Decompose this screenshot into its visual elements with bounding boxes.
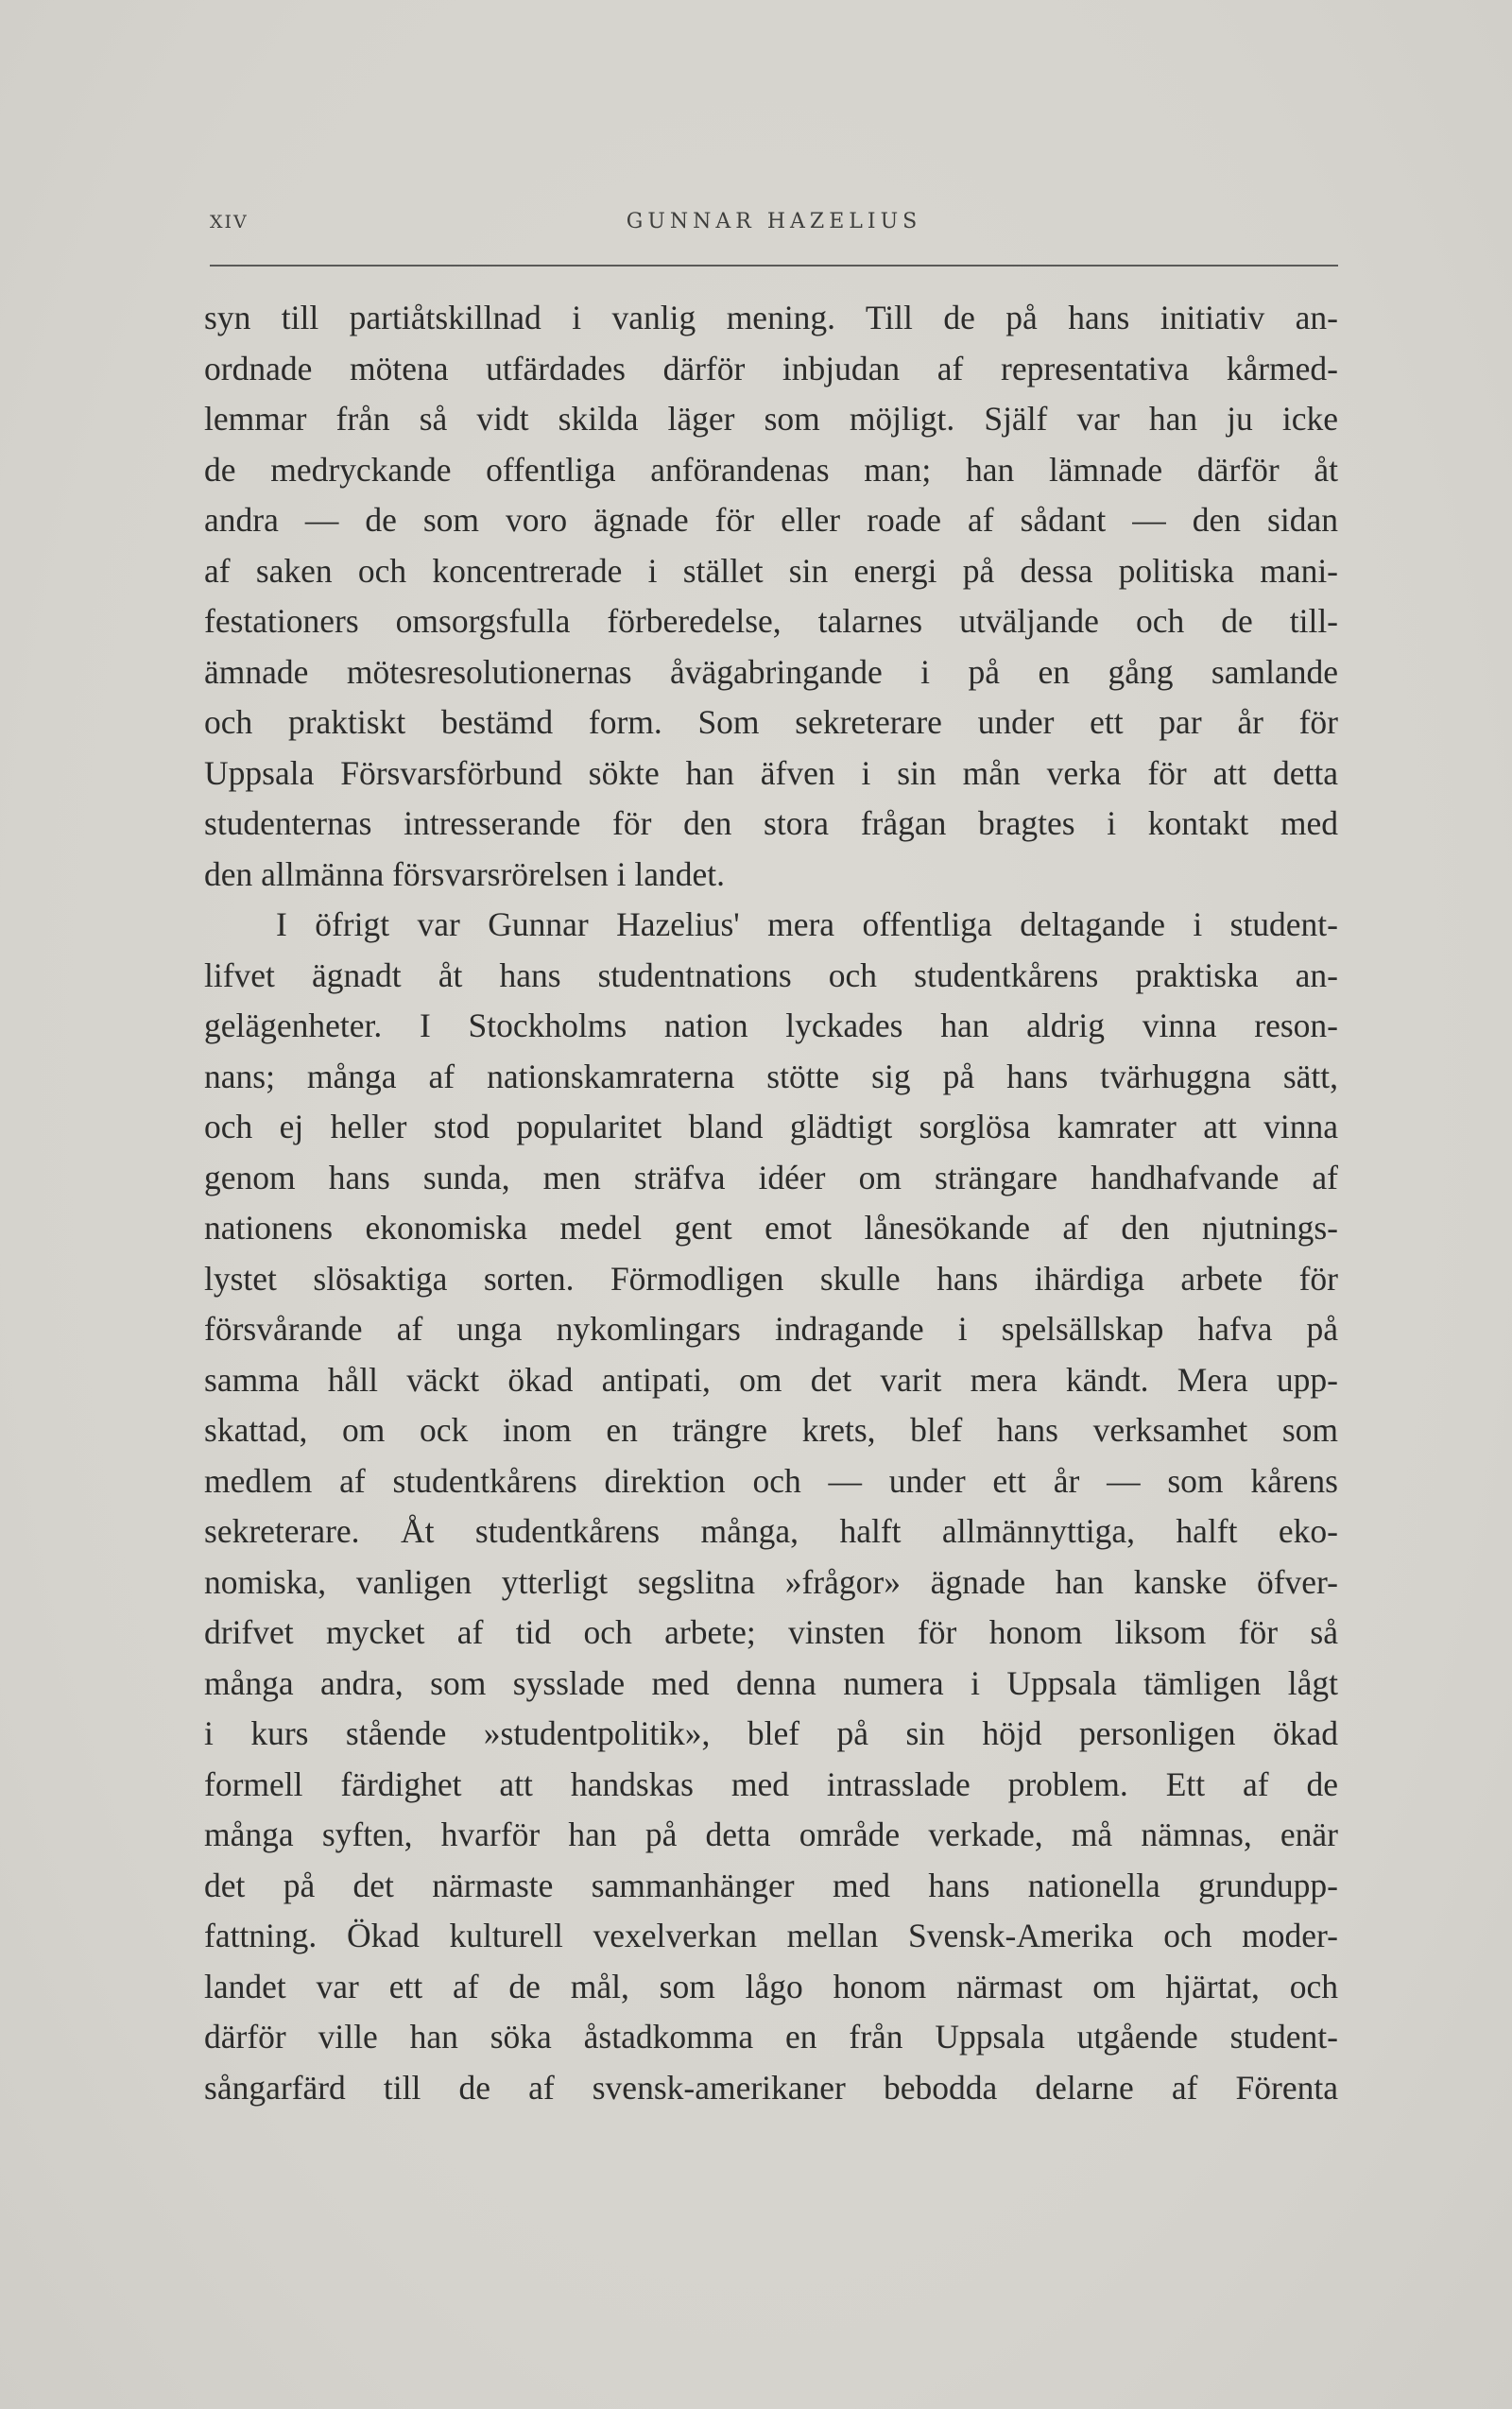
text-line: nans; många af nationskamraterna stötte sig på hans tvärhuggna sätt,	[204, 1057, 1338, 1095]
text-line: försvårande af unga nykomlingars indragande i spelsällskap hafva på	[204, 1310, 1338, 1348]
running-title: GUNNAR HAZELIUS	[626, 210, 922, 233]
text-line: andra — de som voro ägnade för eller roade af sådant — den sidan	[204, 501, 1338, 539]
text-line: ämnade mötesresolutionernas åvägabringande i på en gång samlande	[204, 652, 1338, 691]
text-line: medlem af studentkårens direktion och — under ett år — som kårens	[204, 1461, 1338, 1500]
text-line: ordnade mötena utfärdades därför inbjudan af representativa kårmed-	[204, 349, 1338, 387]
page-header	[210, 206, 1338, 244]
text-line: och praktiskt bestämd form. Som sekreterare under ett par år för	[204, 703, 1338, 741]
text-line: det på det närmaste sammanhänger med hans nationella grundupp-	[204, 1866, 1338, 1904]
text-line: formell färdighet att handskas med intrasslade problem. Ett af de	[204, 1764, 1338, 1803]
body-text	[204, 293, 1338, 2113]
text-line: sekreterare. Åt studentkårens många, halft allmännyttiga, halft eko-	[204, 1512, 1338, 1550]
text-line: drifvet mycket af tid och arbete; vinsten för honom liksom för så	[204, 1613, 1338, 1651]
text-line: af saken och koncentrerade i stället sin energi på dessa politiska mani-	[204, 551, 1338, 590]
text-line: nomiska, vanligen ytterligt segslitna »frågor» ägnade han kanske öfver-	[204, 1562, 1338, 1601]
text-line: gelägenheter. I Stockholms nation lyckades han aldrig vinna reson-	[204, 1007, 1338, 1044]
page-number: XIV	[210, 212, 249, 232]
text-line: lifvet ägnadt åt hans studentnations och studentkårens praktiska an-	[204, 955, 1338, 994]
text-line: de medryckande offentliga anförandenas man; han lämnade därför åt	[204, 450, 1338, 489]
text-line: fattning. Ökad kulturell vexelverkan mellan Svensk-Amerika och moder-	[204, 1917, 1338, 1954]
text-line: studenternas intresserande för den stora frågan bragtes i kontakt med	[204, 804, 1338, 842]
text-line: sångarfärd till de af svensk-amerikaner bebodda delarne af Förenta	[204, 2068, 1338, 2107]
text-line: landet var ett af de mål, som lågo honom närmast om hjärtat, och	[204, 1967, 1338, 2005]
text-line: och ej heller stod popularitet bland glädtigt sorglösa kamrater att vinna	[204, 1108, 1338, 1145]
text-line: I öfrigt var Gunnar Hazelius' mera offentliga deltagande i student-	[276, 905, 1338, 943]
text-line: i kurs stående »studentpolitik», blef på sin höjd personligen ökad	[204, 1714, 1338, 1752]
text-line: festationers omsorgsfulla förberedelse, talarnes utväljande och de till-	[204, 602, 1338, 640]
header-rule	[210, 265, 1338, 267]
text-line: lemmar från så vidt skilda läger som möjligt. Själf var han ju icke	[204, 400, 1338, 438]
text-line: skattad, om ock inom en trängre krets, blef hans verksamhet som	[204, 1411, 1338, 1449]
text-line: den allmänna försvarsrörelsen i landet.	[204, 854, 726, 893]
text-line: samma håll väckt ökad antipati, om det varit mera kändt. Mera upp-	[204, 1360, 1338, 1399]
text-line: många syften, hvarför han på detta område verkade, må nämnas, enär	[204, 1815, 1338, 1853]
text-line: Uppsala Försvarsförbund sökte han äfven i sin mån verka för att detta	[204, 753, 1338, 792]
text-line: många andra, som sysslade med denna numera i Uppsala tämligen lågt	[204, 1663, 1338, 1702]
text-line: lystet slösaktiga sorten. Förmodligen skulle hans ihärdiga arbete för	[204, 1259, 1338, 1298]
text-line: därför ville han söka åstadkomma en från Uppsala utgående student-	[204, 2018, 1338, 2056]
text-line: syn till partiåtskillnad i vanlig mening. Till de på hans initiativ an-	[204, 299, 1338, 336]
text-line: nationens ekonomiska medel gent emot lånesökande af den njutnings-	[204, 1209, 1338, 1247]
text-line: genom hans sunda, men sträfva idéer om strängare handhafvande af	[204, 1158, 1338, 1196]
